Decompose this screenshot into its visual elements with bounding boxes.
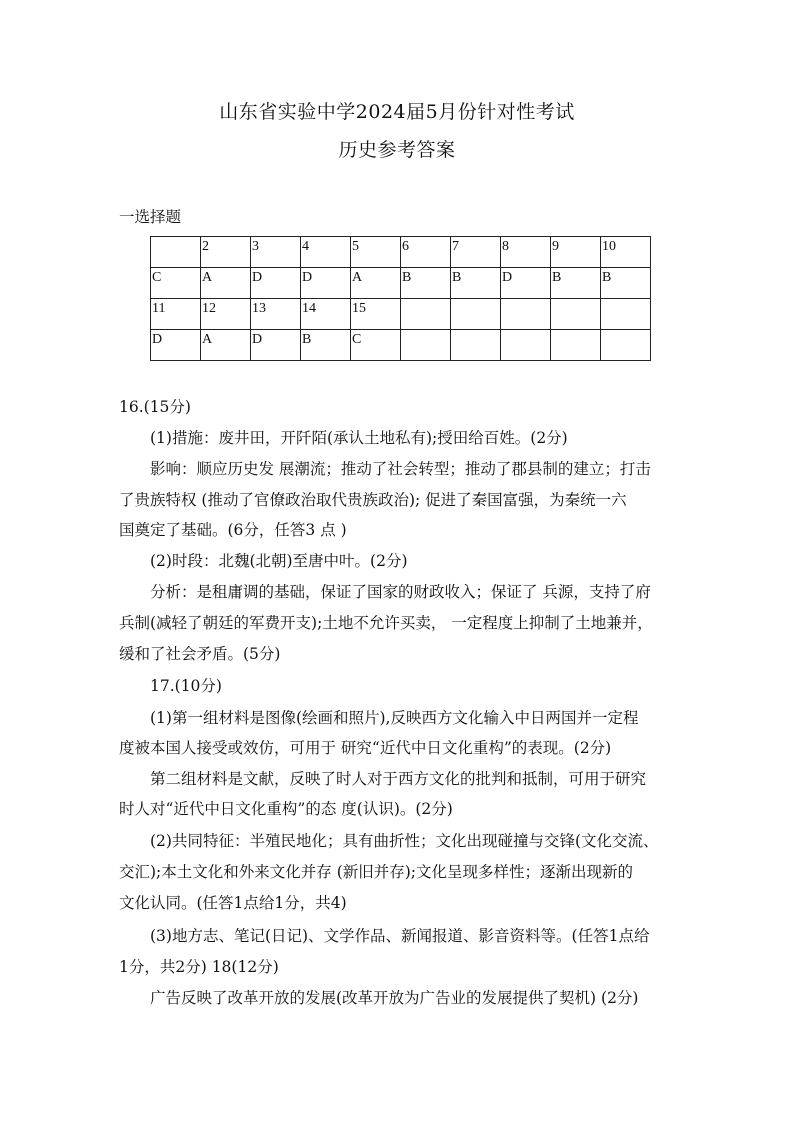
answer-table-cell: 13 — [251, 299, 301, 330]
answer-table-cell: 6 — [401, 237, 451, 268]
answer-table-cell: 8 — [501, 237, 551, 268]
document-title: 山东省实验中学2024届5月份针对性考试 — [219, 101, 575, 123]
answer-table-cell: 12 — [201, 299, 251, 330]
answer-table-cell: 15 — [351, 299, 401, 330]
answer-table-cell: 4 — [301, 237, 351, 268]
answer-table-cell: D — [301, 268, 351, 299]
answer-table-cell: D — [251, 268, 301, 299]
answer-table-cell: 9 — [551, 237, 601, 268]
answer-line: 16.(15分) — [119, 398, 191, 416]
answer-table-cell: A — [201, 268, 251, 299]
answer-table-cell: D — [151, 330, 201, 361]
answer-table-cell — [401, 299, 451, 330]
answer-line: 兵制(减轻了朝廷的军费开支);土地不允许买卖， 一定程度上抑制了土地兼并， — [119, 614, 653, 632]
answer-table-cell — [401, 330, 451, 361]
answer-table-cell: C — [151, 268, 201, 299]
answer-table-cell: C — [351, 330, 401, 361]
answer-line: 分析：是租庸调的基础，保证了国家的财政收入；保证了 兵源，支持了府 — [150, 583, 651, 601]
answer-table-cell — [601, 299, 651, 330]
answer-line: 了贵族特权 (推动了官僚政治取代贵族政治); 促进了秦国富强，为秦统一六 — [119, 491, 627, 509]
answer-line: 度被本国人接受或效仿，可用于 研究“近代中日文化重构”的表现。(2分) — [119, 739, 612, 757]
answer-line: 国奠定了基础。(6分，任答3 点 ) — [119, 521, 347, 539]
document-subtitle: 历史参考答案 — [338, 139, 456, 161]
answer-table-row — [151, 330, 651, 361]
section-heading-multiple-choice: 一选择题 — [119, 208, 182, 226]
answer-table-cell: B — [301, 330, 351, 361]
answer-table-cell: B — [451, 268, 501, 299]
answer-table-cell: B — [551, 268, 601, 299]
answer-table — [150, 236, 651, 361]
answer-table-cell: D — [251, 330, 301, 361]
answer-table-cell: 3 — [251, 237, 301, 268]
answer-table-cell — [551, 330, 601, 361]
answer-line: (2)时段：北魏(北朝)至唐中叶。(2分) — [150, 552, 408, 570]
answer-line: (1)第一组材料是图像(绘画和照片),反映西方文化输入中日两国并一定程 — [150, 709, 639, 727]
answer-line: 1分，共2分) 18(12分) — [119, 958, 279, 976]
answer-line: 17.(10分) — [150, 677, 222, 695]
answer-line: (1)措施：废井田，开阡陌(承认土地私有);授田给百姓。(2分) — [150, 429, 568, 447]
answer-table-cell: B — [601, 268, 651, 299]
answer-table-row — [151, 268, 651, 299]
answer-table-cell — [501, 330, 551, 361]
answer-table-cell — [601, 330, 651, 361]
answer-table-cell: D — [501, 268, 551, 299]
answer-table-cell — [151, 237, 201, 268]
answer-line: (2)共同特征：半殖民地化；具有曲折性；文化出现碰撞与交锋(文化交流、 — [150, 832, 659, 850]
answer-table-cell — [551, 299, 601, 330]
answer-table-cell: A — [201, 330, 251, 361]
answer-line: 影响：顺应历史发 展潮流；推动了社会转型；推动了郡县制的建立；打击 — [150, 460, 651, 478]
answer-line: 广告反映了改革开放的发展(改革开放为广告业的发展提供了契机) (2分) — [150, 989, 639, 1007]
answer-table-row — [151, 299, 651, 330]
answer-table-cell: 2 — [201, 237, 251, 268]
answer-line: 交汇);本土文化和外来文化并存 (新旧并存);文化呈现多样性；逐渐出现新的 — [119, 863, 634, 881]
answer-table-cell: 5 — [351, 237, 401, 268]
answer-line: 时人对“近代中日文化重构”的态 度(认识)。(2分) — [119, 800, 453, 818]
answer-table-cell: B — [401, 268, 451, 299]
answer-table-row — [151, 237, 651, 268]
answer-table-cell — [451, 330, 501, 361]
answer-line: 缓和了社会矛盾。(5分) — [119, 645, 281, 663]
answer-table-cell: A — [351, 268, 401, 299]
answer-line: 第二组材料是文献，反映了时人对于西方文化的批判和抵制，可用于研究 — [150, 770, 647, 788]
answer-table-cell: 14 — [301, 299, 351, 330]
answer-table-cell: 10 — [601, 237, 651, 268]
answer-table-cell: 7 — [451, 237, 501, 268]
answer-table-cell — [451, 299, 501, 330]
answer-line: 文化认同。(任答1点给1分，共4) — [119, 894, 347, 912]
answer-table-cell — [501, 299, 551, 330]
answer-table-cell: 11 — [151, 299, 201, 330]
answer-line: (3)地方志、笔记(日记)、文学作品、新闻报道、影音资料等。(任答1点给 — [150, 927, 650, 945]
